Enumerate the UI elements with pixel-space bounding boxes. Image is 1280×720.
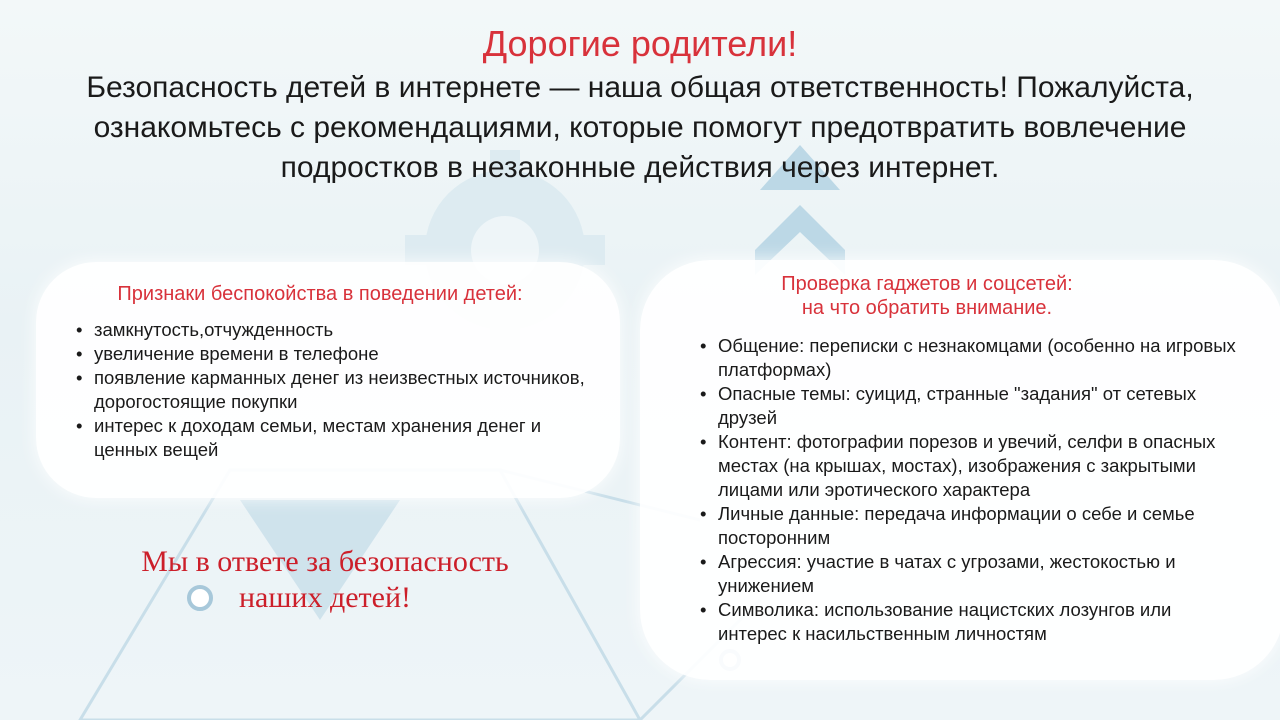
gadget-check-card [640, 260, 1280, 680]
list-item: • Символика: использование нацистских лозунгов или интерес к насильственным личностям [718, 598, 1238, 646]
warning-signs-list [94, 318, 604, 462]
gadget-check-title-line2: на что обратить внимание. [801, 297, 1053, 319]
motto-line1: Мы в ответе за безопасность [141, 545, 509, 578]
list-item: • замкнутость,отчужденность [94, 318, 604, 342]
gadget-check-title [640, 272, 1280, 320]
warning-signs-title: Признаки беспокойства в поведении детей: [117, 283, 523, 305]
page-subtitle: Безопасность детей в интернете — наша общая ответственность! Пожалуйста, ознакомьтесь с рекомендациями, которые помогут предотвратить вовлечение подростков в незаконные действия через интернет. [86, 71, 1194, 184]
gadget-check-title-line1: Проверка гаджетов и соцсетей: [781, 273, 1073, 295]
gadget-check-list [718, 334, 1238, 646]
warning-signs-card [36, 262, 620, 498]
motto [70, 544, 580, 616]
list-item: • Контент: фотографии порезов и увечий, селфи в опасных местах (на крышах, мостах), изображения с закрытыми лицами или эротического характера [718, 430, 1238, 502]
list-item: • Общение: переписки с незнакомцами (особенно на игровых платформах) [718, 334, 1238, 382]
list-item: • увеличение времени в телефоне [94, 342, 604, 366]
list-item: • интерес к доходам семьи, местам хранения денег и ценных вещей [94, 414, 604, 462]
page-title: Дорогие родители! [482, 23, 798, 64]
header [0, 22, 1280, 188]
list-item: • Личные данные: передача информации о себе и семье посторонним [718, 502, 1238, 550]
motto-line2: наших детей! [238, 581, 412, 614]
list-item: • Опасные темы: суицид, странные "задания" от сетевых друзей [718, 382, 1238, 430]
list-item: • появление карманных денег из неизвестных источников, дорогостоящие покупки [94, 366, 604, 414]
list-item: • Агрессия: участие в чатах с угрозами, жестокостью и унижением [718, 550, 1238, 598]
